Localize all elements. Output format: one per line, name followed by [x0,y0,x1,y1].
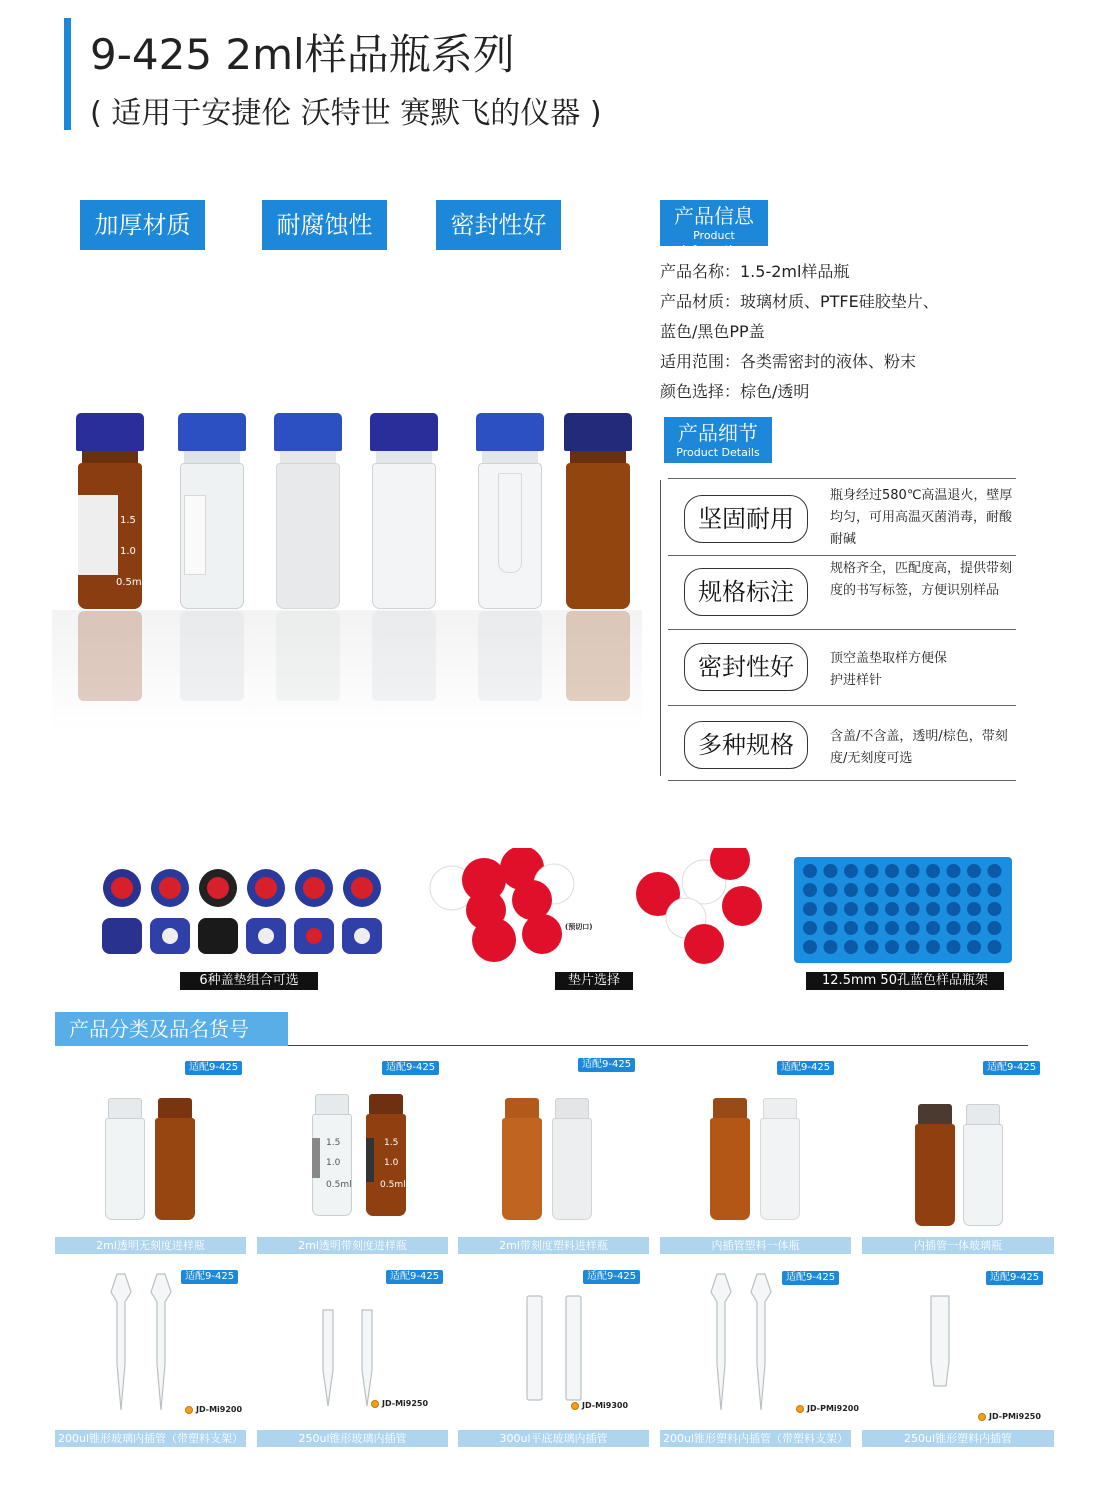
rack-hole [947,940,961,954]
compat-badge: 适配9-425 [983,1061,1040,1075]
cap-icon [102,869,382,954]
clear-insert-vial [476,413,544,609]
compat-badge: 适配9-425 [386,1270,443,1284]
rack-hole [988,921,1002,935]
product-caption: 内插管塑料一体瓶 [660,1237,851,1254]
septa-image [424,848,764,966]
rack-hole [824,940,838,954]
rack-hole [885,902,899,916]
clear-graduated-vial [178,413,246,609]
rack-hole [906,921,920,935]
hero-vials-image [52,395,642,733]
detail-label: 密封性好 [684,643,808,691]
rack-hole [844,921,858,935]
rack-hole [803,864,817,878]
product-info-line: 颜色选择：棕色/透明 [660,382,810,401]
rack-hole [865,940,879,954]
rack-hole [824,902,838,916]
product-caption: 内插管一体玻璃瓶 [862,1237,1054,1254]
amber-plastic-vial-thumb [502,1098,542,1220]
amber-vial-thumb [155,1098,195,1220]
rack-hole [803,902,817,916]
grad-mark: 0.5ml [116,577,145,588]
septa-caption: 垫片选择 [555,972,633,990]
rack-hole [865,883,879,897]
grad-mark: 1.5 [384,1138,399,1148]
rack-hole [988,940,1002,954]
rack-hole [844,864,858,878]
rack-hole [967,864,981,878]
frosted-insert-vial-thumb [760,1098,800,1220]
product-details-table [650,478,1016,790]
rack-hole [865,864,879,878]
rack-hole [906,883,920,897]
product-info-line: 产品名称：1.5-2ml样品瓶 [660,262,850,281]
detail-label: 规格标注 [684,568,808,616]
amber-graduated-vial [76,413,144,609]
product-caption: 200ul锥形玻璃内插管（带塑料支架） [55,1430,246,1447]
caps-caption: 6种盖垫组合可选 [180,972,318,990]
detail-label: 多种规格 [684,721,808,769]
inserts-image [55,1268,1054,1418]
rack-hole [947,864,961,878]
detail-row [668,555,1016,631]
catalog-heading: 产品分类及品名货号 [55,1012,288,1046]
detail-text: 顶空盖垫取样方便保护进样针 [830,651,948,688]
compat-badge: 适配9-425 [382,1061,439,1075]
clear-glass-insert-vial-thumb [963,1104,1003,1226]
rack-caption: 12.5mm 50孔蓝色样品瓶架 [806,972,1004,990]
rack-hole [885,864,899,878]
rack-hole [844,883,858,897]
amber-grad-vial-thumb [366,1094,406,1216]
compat-badge: 适配9-425 [782,1271,839,1285]
rack-hole [824,864,838,878]
rack-hole [885,883,899,897]
rack-hole [803,921,817,935]
product-code [185,1405,242,1414]
product-caption: 300ul平底玻璃内插管 [458,1430,649,1447]
rack-hole [988,864,1002,878]
product-code-text: JD-Mi9300 [582,1401,629,1410]
insert-icon [111,1274,949,1410]
grad-mark: 1.5 [120,515,136,526]
product-details-heading [664,417,772,463]
title-accent-bar [64,18,71,130]
feature-badge: 密封性好 [436,200,561,250]
product-caption: 250ul锥形玻璃内插管 [257,1430,448,1447]
amber-plain-vial [564,413,632,609]
rack-hole [824,921,838,935]
caps-image [98,866,398,962]
rack-hole [967,883,981,897]
frosted-plastic-vial-thumb [552,1098,592,1220]
product-info-title: 产品信息 [674,204,754,228]
product-info-line: 产品材质：玻璃材质、PTFE硅胶垫片、 [660,292,939,311]
detail-row [668,705,1016,781]
feature-badge: 耐腐蚀性 [262,200,387,250]
rack-hole [803,940,817,954]
detail-text: 含盖/不含盖，透明/棕色，带刻度/无刻度可选 [830,729,1008,766]
rack-hole [926,864,940,878]
rack-hole [885,921,899,935]
rack-hole [865,921,879,935]
rack-hole [926,921,940,935]
product-code-text: JD-PMi9250 [989,1412,1041,1421]
detail-text: 瓶身经过580℃高温退火，壁厚均匀，可用高温灭菌消毒，耐酸耐碱 [830,488,1013,547]
rack-hole [967,940,981,954]
product-code [371,1399,428,1408]
detail-label: 坚固耐用 [684,495,808,543]
product-code [571,1401,628,1410]
compat-badge: 适配9-425 [181,1270,238,1284]
compat-badge: 适配9-425 [986,1271,1043,1285]
grad-mark: 1.0 [120,546,136,557]
rack-hole [926,940,940,954]
septa-icon [430,848,762,964]
product-caption: 2ml透明带刻度进样瓶 [257,1237,448,1254]
product-caption: 200ul锥形塑料内插管（带塑料支架） [660,1430,851,1447]
compat-badge: 适配9-425 [185,1061,242,1075]
rack-hole [865,902,879,916]
amber-glass-insert-vial-thumb [915,1104,955,1226]
rack-image [794,857,1012,967]
rack-hole [803,883,817,897]
presplit-note: (预切口) [565,923,593,931]
product-caption: 2ml透明无刻度进样瓶 [55,1237,246,1254]
product-info-title-en: Product Information [682,229,746,256]
grad-mark: 1.0 [384,1158,399,1168]
detail-row [668,478,1016,554]
code-dot-icon [796,1405,804,1413]
feature-badge: 加厚材质 [80,200,205,250]
rack-hole [824,883,838,897]
rack-hole [947,883,961,897]
product-code [796,1404,859,1413]
compat-badge: 适配9-425 [583,1270,640,1284]
product-caption: 2ml带刻度塑料进样瓶 [458,1237,649,1254]
product-code-text: JD-PMi9200 [807,1404,859,1413]
detail-text: 规格齐全，匹配度高，提供带刻度的书写标签，方便识别样品 [830,561,1013,598]
rack-hole [906,902,920,916]
rack-hole [906,940,920,954]
page-title: 9-425 2ml样品瓶系列 [90,30,515,79]
clear-vial-thumb [105,1098,145,1220]
product-code-text: JD-Mi9200 [196,1405,243,1414]
rack-hole [926,883,940,897]
rack-hole [926,902,940,916]
frosted-plastic-vial [274,413,342,609]
product-code [978,1412,1041,1421]
rack-hole [988,902,1002,916]
rack-hole [967,921,981,935]
amber-plastic-insert-vial-thumb [710,1098,750,1220]
rack-hole [967,902,981,916]
code-dot-icon [571,1402,579,1410]
grad-mark: 1.0 [326,1158,341,1168]
compat-badge: 适配9-425 [578,1058,635,1072]
catalog-divider [288,1045,1028,1046]
compat-badge: 适配9-425 [777,1061,834,1075]
product-details-title-en: Product Details [676,446,760,459]
clear-plain-vial [370,413,438,609]
product-info-line: 适用范围：各类需密封的液体、粉末 [660,352,917,371]
code-dot-icon [185,1406,193,1414]
page-subtitle: ( 适用于安捷伦 沃特世 赛默飞的仪器 ) [90,96,602,131]
detail-divider [660,480,661,776]
rack-hole [988,883,1002,897]
product-info-heading [660,200,768,256]
product-info-line: 蓝色/黑色PP盖 [660,322,765,341]
product-code-text: JD-Mi9250 [382,1399,429,1408]
detail-row [668,629,1016,705]
product-details-title: 产品细节 [678,421,758,445]
code-dot-icon [371,1400,379,1408]
rack-hole [906,864,920,878]
grad-mark: 0.5ml [326,1180,352,1190]
rack-hole [947,902,961,916]
rack-hole [947,921,961,935]
rack-hole [844,940,858,954]
rack-hole [844,902,858,916]
product-caption: 250ul锥形塑料内插管 [862,1430,1054,1447]
rack-hole [885,940,899,954]
grad-mark: 0.5ml [380,1180,406,1190]
grad-mark: 1.5 [326,1138,341,1148]
code-dot-icon [978,1413,986,1421]
clear-grad-vial-thumb [312,1094,352,1216]
